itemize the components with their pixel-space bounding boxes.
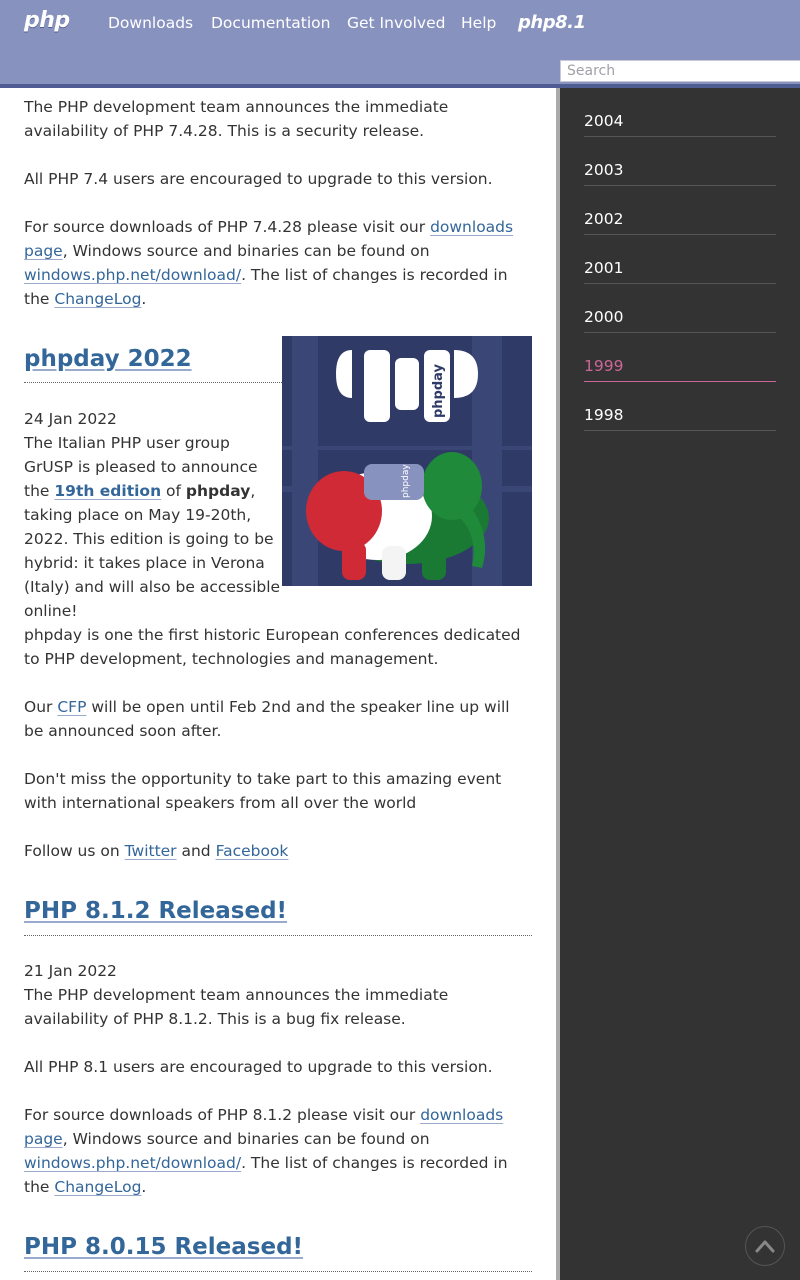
phpday-logo-icon <box>282 336 532 586</box>
news-date: 24 Jan 2022 <box>24 410 117 428</box>
chevron-up-icon <box>755 1239 775 1253</box>
news-paragraph: For source downloads of PHP 8.1.2 please visit our downloads page, Windows source and binaries can be found on windows.php.net/download/. The list of changes is recorded in the ChangeLog. <box>24 1106 508 1196</box>
phpday-logo-text: phpday <box>431 363 446 418</box>
search-input[interactable] <box>560 60 800 82</box>
sidebar-year-1998[interactable]: 1998 <box>584 406 776 431</box>
19th-edition-link[interactable]: 19th edition <box>54 482 162 500</box>
phpday-image <box>282 336 532 586</box>
back-to-top-button[interactable] <box>745 1226 785 1266</box>
windows-download-link[interactable]: windows.php.net/download/ <box>24 1154 242 1172</box>
site-header <box>0 0 800 88</box>
archive-sidebar <box>556 0 800 1280</box>
news-paragraph: Don't miss the opportunity to take part to this amazing event with international speakers from all over the world <box>24 770 502 812</box>
news-title-php8015 <box>24 1234 303 1260</box>
twitter-link[interactable]: Twitter <box>124 842 177 860</box>
sidebar-year-2003[interactable]: 2003 <box>584 161 776 186</box>
news-paragraph: phpday is one the first historic European conferences dedicated to PHP development, technologies and management. <box>24 626 521 668</box>
sidebar-year-1999[interactable]: 1999 <box>584 357 776 382</box>
downloads-page-link[interactable]: downloads page <box>24 218 514 260</box>
changelog-link[interactable]: ChangeLog <box>54 1178 142 1196</box>
title-divider <box>24 382 282 383</box>
news-title-link[interactable]: phpday 2022 <box>24 346 192 372</box>
news-paragraph: The Italian PHP user group GrUSP is pleased to announce the 19th edition of phpday, taking place on May 19-20th, 2022. This edition is going to be hybrid: it takes place in Verona (Italy) and will also be accessible online! <box>24 434 281 620</box>
changelog-link[interactable]: ChangeLog <box>54 290 142 308</box>
php81-promo-link[interactable]: php8.1 <box>518 12 586 33</box>
sidebar-year-2004[interactable]: 2004 <box>584 112 776 137</box>
news-title-link[interactable]: PHP 8.0.15 Released! <box>24 1234 304 1260</box>
news-paragraph: All PHP 8.1 users are encouraged to upgrade to this version. <box>24 1058 493 1076</box>
news-title-phpday <box>24 346 192 372</box>
news-paragraph: For source downloads of PHP 7.4.28 please visit our downloads page, Windows source and binaries can be found on windows.php.net/download/. The list of changes is recorded in the ChangeLog. <box>24 218 514 308</box>
nav-get-involved[interactable]: Get Involved <box>347 14 446 32</box>
cfp-link[interactable]: CFP <box>57 698 87 716</box>
news-paragraph: The PHP development team announces the immediate availability of PHP 7.4.28. This is a security release. <box>24 98 449 140</box>
facebook-link[interactable]: Facebook <box>215 842 289 860</box>
news-paragraph: Follow us on Twitter and Facebook <box>24 842 289 860</box>
title-divider <box>24 935 532 936</box>
sidebar-year-2002[interactable]: 2002 <box>584 210 776 235</box>
news-date: 21 Jan 2022 <box>24 962 117 980</box>
sidebar-year-2000[interactable]: 2000 <box>584 308 776 333</box>
news-title-php812 <box>24 898 287 924</box>
news-paragraph: The PHP development team announces the immediate availability of PHP 8.1.2. This is a bug fix release. <box>24 986 449 1028</box>
sidebar-year-2001[interactable]: 2001 <box>584 259 776 284</box>
title-divider <box>24 1271 532 1272</box>
php-logo[interactable]: php <box>24 8 70 33</box>
nav-documentation[interactable]: Documentation <box>211 14 331 32</box>
nav-help[interactable]: Help <box>461 14 497 32</box>
news-title-link[interactable]: PHP 8.1.2 Released! <box>24 898 288 924</box>
downloads-page-link[interactable]: downloads page <box>24 1106 504 1148</box>
windows-download-link[interactable]: windows.php.net/download/ <box>24 266 242 284</box>
news-paragraph: All PHP 7.4 users are encouraged to upgrade to this version. <box>24 170 493 188</box>
nav-downloads[interactable]: Downloads <box>108 14 194 32</box>
news-paragraph: Our CFP will be open until Feb 2nd and the speaker line up will be announced soon after. <box>24 698 510 740</box>
elephant-tag-text: phpday <box>401 464 411 498</box>
